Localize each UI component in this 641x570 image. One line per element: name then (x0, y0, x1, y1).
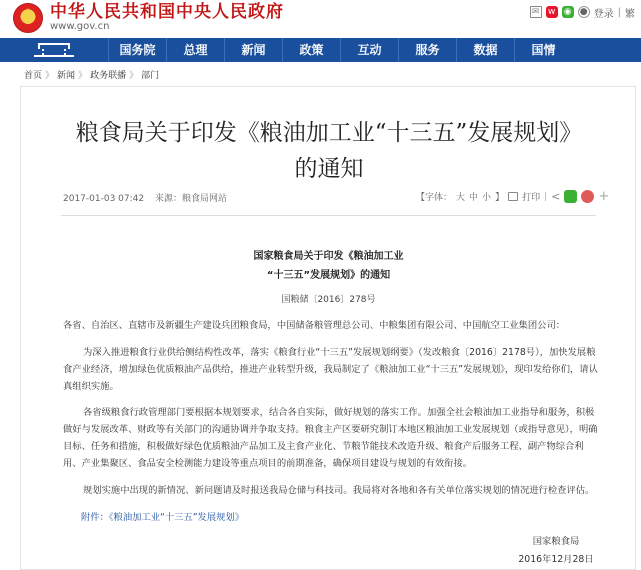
body-paragraph-1: 为深入推进粮食行业供给侧结构性改革，落实《粮食行业“十三五”发展规划纲要》（发改粮食〔2016〕2178号），加快发展粮食产业经济，增加绿色优质粮油产品供给，推进产业转型升级，我局制定了《粮油加工业“十三五”发展规划》，现印发给你们，请认真组织实施。 (63, 347, 598, 392)
top-link-separator: | (617, 6, 621, 18)
source-label: 来源： (154, 194, 182, 204)
breadcrumb-news[interactable]: 新闻 (57, 71, 76, 81)
breadcrumb-separator: 》 (45, 71, 55, 81)
traditional-chinese-link[interactable]: 繁 (625, 8, 635, 20)
article-title (43, 115, 615, 187)
breadcrumb-separator: 》 (78, 71, 88, 81)
breadcrumb-separator: 》 (129, 71, 139, 81)
signature-block (516, 533, 596, 569)
article-title-line1: 粮食局关于印发《粮油加工业“十三五”发展规划》 (75, 120, 583, 146)
weibo-icon[interactable]: w (546, 6, 558, 18)
tools-separator: | (544, 191, 548, 202)
home-building-icon[interactable] (0, 38, 108, 62)
nav-item-policies[interactable]: 政策 (282, 38, 340, 62)
meta-divider (61, 215, 596, 216)
share-more-button[interactable]: + (598, 189, 610, 204)
font-large-button[interactable]: 大 (456, 193, 466, 203)
article-title-line2: 的通知 (294, 156, 364, 182)
breadcrumb (24, 68, 159, 81)
nav-item-national-info[interactable]: 国情 (514, 38, 572, 62)
share-icon[interactable]: < (551, 190, 561, 203)
document-heading-line2: “十三五”发展规划》的通知 (266, 270, 391, 281)
breadcrumb-home[interactable]: 首页 (24, 71, 43, 81)
print-icon[interactable] (508, 192, 518, 201)
share-wechat-icon[interactable] (564, 190, 577, 203)
body-paragraph-3: 规划实施中出现的新情况、新问题请及时报送我局仓储与科技司。我局将对各地和各有关单位落实规划的情况进行检查评估。 (83, 485, 595, 496)
font-medium-button[interactable]: 中 (469, 193, 479, 203)
breadcrumb-department[interactable]: 部门 (141, 71, 160, 81)
document-number: 国粮储〔2016〕278号 (281, 295, 376, 305)
site-url: www.gov.cn (50, 21, 110, 32)
nav-item-state-council[interactable]: 国务院 (108, 38, 166, 62)
signer-name: 国家粮食局 (532, 536, 580, 547)
main-nav (0, 38, 641, 62)
top-header (0, 0, 641, 36)
top-links (530, 5, 635, 19)
sign-date: 2016年12月28日 (518, 554, 594, 565)
nav-item-data[interactable]: 数据 (456, 38, 514, 62)
font-size-close: 】 (495, 193, 505, 203)
font-size-label: 【字体： (416, 193, 453, 203)
article-meta (63, 191, 235, 204)
nav-item-interaction[interactable]: 互动 (340, 38, 398, 62)
site-title[interactable]: 中华人民共和国中央人民政府 (50, 2, 284, 22)
document-heading (61, 247, 596, 285)
login-link[interactable]: 登录 (593, 8, 614, 20)
article-tools (416, 189, 609, 204)
addressee-paragraph: 各省、自治区、直辖市及新疆生产建设兵团粮食局，中国储备粮管理总公司、中粮集团有限公司、中国航空工业集团公司： (63, 320, 566, 331)
nav-item-services[interactable]: 服务 (398, 38, 456, 62)
share-weibo-icon[interactable] (581, 190, 594, 203)
user-icon[interactable]: ● (578, 6, 590, 18)
font-small-button[interactable]: 小 (482, 193, 492, 203)
print-button[interactable]: 打印 (522, 193, 541, 203)
breadcrumb-gov-affairs[interactable]: 政务联播 (90, 71, 127, 81)
national-emblem-icon[interactable]: ★ (13, 3, 43, 33)
wechat-icon[interactable]: ◉ (562, 6, 574, 18)
body-paragraph-2: 各省级粮食行政管理部门要根据本规划要求，结合各自实际，做好规划的落实工作。加强全社会粮油加工业指导和服务，积极做好与发展改革、财政等有关部门的沟通协调并争取支持。粮食主产区要研究制订本地区粮油加工业发展规划（或指导意见），明确目标、任务和措施，积极做好绿色优质粮油产品加工及主食产业化、节粮节能技术改造升级、粮食产后服务工程、副产物综合利用、产业集聚区、食品安全检测能力建设等重点项目的前期准备，确保项目建设与规划的有效衔接。 (63, 407, 598, 469)
nav-item-premier[interactable]: 总理 (166, 38, 224, 62)
article-card (20, 86, 636, 570)
document-heading-line1: 国家粮食局关于印发《粮油加工业 (253, 251, 404, 262)
source-name: 粮食局网站 (182, 194, 228, 204)
attachment-link[interactable]: 附件：《粮油加工业“十三五”发展规划》 (81, 512, 245, 523)
nav-item-news[interactable]: 新闻 (224, 38, 282, 62)
mail-icon[interactable]: ✉ (530, 6, 542, 18)
publish-date: 2017-01-03 07:42 (63, 194, 145, 204)
